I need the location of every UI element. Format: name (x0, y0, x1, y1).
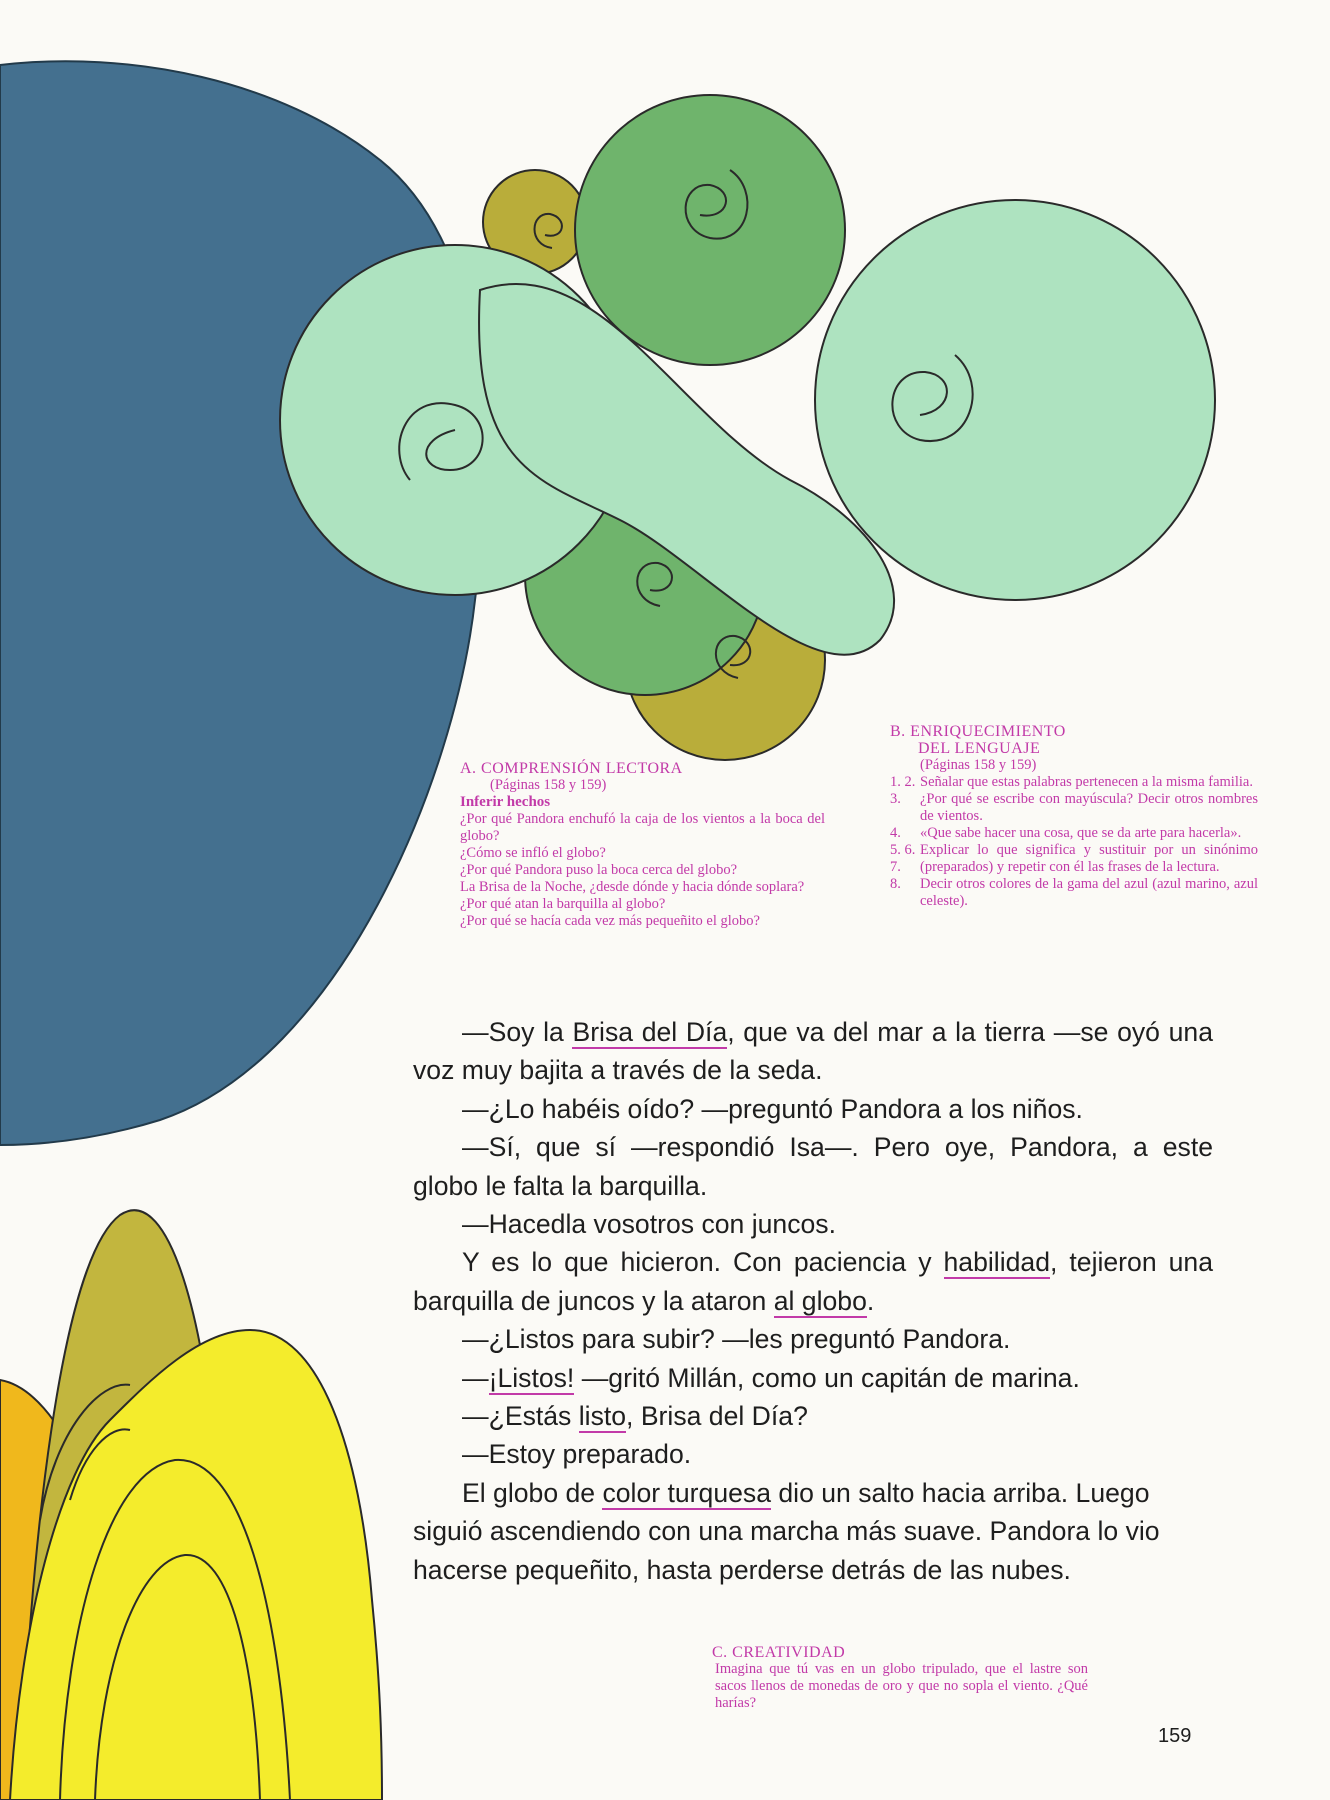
notes-b-item (890, 791, 1258, 825)
story-text-run: , que va del mar a la tierra —se oyó una voz muy bajita a través de la seda. (413, 1017, 1213, 1086)
cloud-green-top (575, 95, 845, 365)
story-text-run: Y es lo que hicieron. Con paciencia y (462, 1247, 944, 1278)
story-text (413, 1013, 1213, 1589)
notes-b-item-number: 8. (890, 876, 901, 892)
underlined-word: ¡Listos! (488, 1362, 575, 1393)
story-text-run: — (462, 1362, 489, 1393)
underlined-word: color turquesa (602, 1477, 771, 1508)
story-text-run: —gritó Millán, como un capitán de marina. (574, 1362, 1080, 1393)
story-text-run: —Soy la (462, 1017, 573, 1047)
notes-b-item-number: 3. (890, 791, 901, 807)
notes-b-item-text: Decir otros colores de la gama del azul (azul marino, azul celeste). (920, 876, 1258, 909)
notes-a-question: ¿Por qué se hacía cada vez más pequeñito el globo? (460, 913, 760, 929)
story-text-run: , Brisa del Día? (626, 1401, 808, 1432)
hills (0, 1210, 382, 1800)
notes-a-heading: A. COMPRENSIÓN LECTORA (460, 760, 683, 777)
blue-balloon-shape (0, 61, 485, 1145)
notes-b-item-number: 5. 6. 7. (890, 842, 916, 875)
notes-a-subheading: Inferir hechos (460, 794, 551, 810)
story-text-run: . (866, 1285, 875, 1316)
story-paragraph (413, 1359, 1213, 1397)
story-paragraph: —¿Listos para subir? —les preguntó Pandora. (462, 1324, 1011, 1355)
underlined-word: Brisa del Día (572, 1017, 728, 1047)
story-paragraph: —Hacedla vosotros con juncos. (462, 1209, 836, 1240)
notes-b-item-text: Explicar lo que significa y sustituir por un sinónimo (preparados) y repetir con él las frases de la lectura. (920, 842, 1258, 875)
notes-a-question: ¿Por qué Pandora enchufó la caja de los vientos a la boca del globo? (460, 811, 825, 844)
notes-b-pages: (Páginas 158 y 159) (920, 757, 1037, 773)
story-paragraph: —Estoy preparado. (462, 1439, 692, 1470)
notes-a-question: La Brisa de la Noche, ¿desde dónde y hacia dónde soplara? (460, 879, 805, 895)
notes-b-item-number: 4. (890, 825, 901, 841)
story-text-run: —¿Estás (462, 1401, 579, 1432)
story-text-run: dio un salto hacia arriba. Luego siguió ascendiendo con una marcha más suave. Pandora lo vio hacerse pequeñito, hasta perderse detrás de las nubes. (413, 1477, 1160, 1585)
notes-b-item-text: Señalar que estas palabras pertenecen a la misma familia. (920, 774, 1253, 790)
notes-a-question: ¿Por qué Pandora puso la boca cerca del globo? (460, 862, 738, 878)
notes-reading-comprehension (460, 760, 825, 930)
notes-creativity (712, 1644, 1088, 1712)
notes-b-item (890, 825, 1258, 842)
story-text-run: , tejieron una barquilla de juncos y la ataron (413, 1247, 1213, 1316)
story-paragraph: —¿Lo habéis oído? —preguntó Pandora a los niños. (462, 1093, 1083, 1124)
notes-b-item (890, 774, 1258, 791)
notes-b-item-text: «Que sabe hacer una cosa, que se da arte para hacerla». (920, 825, 1242, 841)
notes-c-text: Imagina que tú vas en un globo tripulado, que el lastre son sacos llenos de monedas de oro y que no sopla el viento. ¿Qué harías? (715, 1661, 1088, 1711)
story-text-run: El globo de (462, 1477, 603, 1508)
story-paragraph (413, 1243, 1213, 1320)
cloud-mint-right (815, 200, 1215, 600)
story-paragraph (413, 1397, 1213, 1435)
underlined-word: habilidad (943, 1247, 1050, 1278)
notes-language-enrichment (890, 723, 1258, 910)
notes-b-heading-line1: B. ENRIQUECIMIENTO (890, 723, 1066, 740)
underlined-word: al globo (773, 1285, 867, 1316)
notes-a-pages: (Páginas 158 y 159) (490, 777, 607, 793)
story-paragraph (413, 1474, 1213, 1589)
notes-b-item (890, 876, 1258, 910)
notes-a-question: ¿Cómo se infló el globo? (460, 845, 606, 861)
notes-b-item-number: 1. 2. (890, 774, 916, 790)
story-paragraph (413, 1013, 1213, 1090)
notes-b-heading-line2: DEL LENGUAJE (918, 740, 1041, 757)
notes-b-item-text: ¿Por qué se escribe con mayúscula? Decir otros nombres de vientos. (920, 791, 1258, 824)
underlined-word: listo (578, 1401, 627, 1432)
notes-c-heading: C. CREATIVIDAD (712, 1644, 846, 1661)
page-number: 159 (1158, 1725, 1192, 1747)
notes-b-item (890, 842, 1258, 876)
notes-a-question: ¿Por qué atan la barquilla al globo? (460, 896, 666, 912)
story-paragraph: —Sí, que sí —respondió Isa—. Pero oye, Pandora, a este globo le falta la barquilla. (413, 1132, 1213, 1201)
